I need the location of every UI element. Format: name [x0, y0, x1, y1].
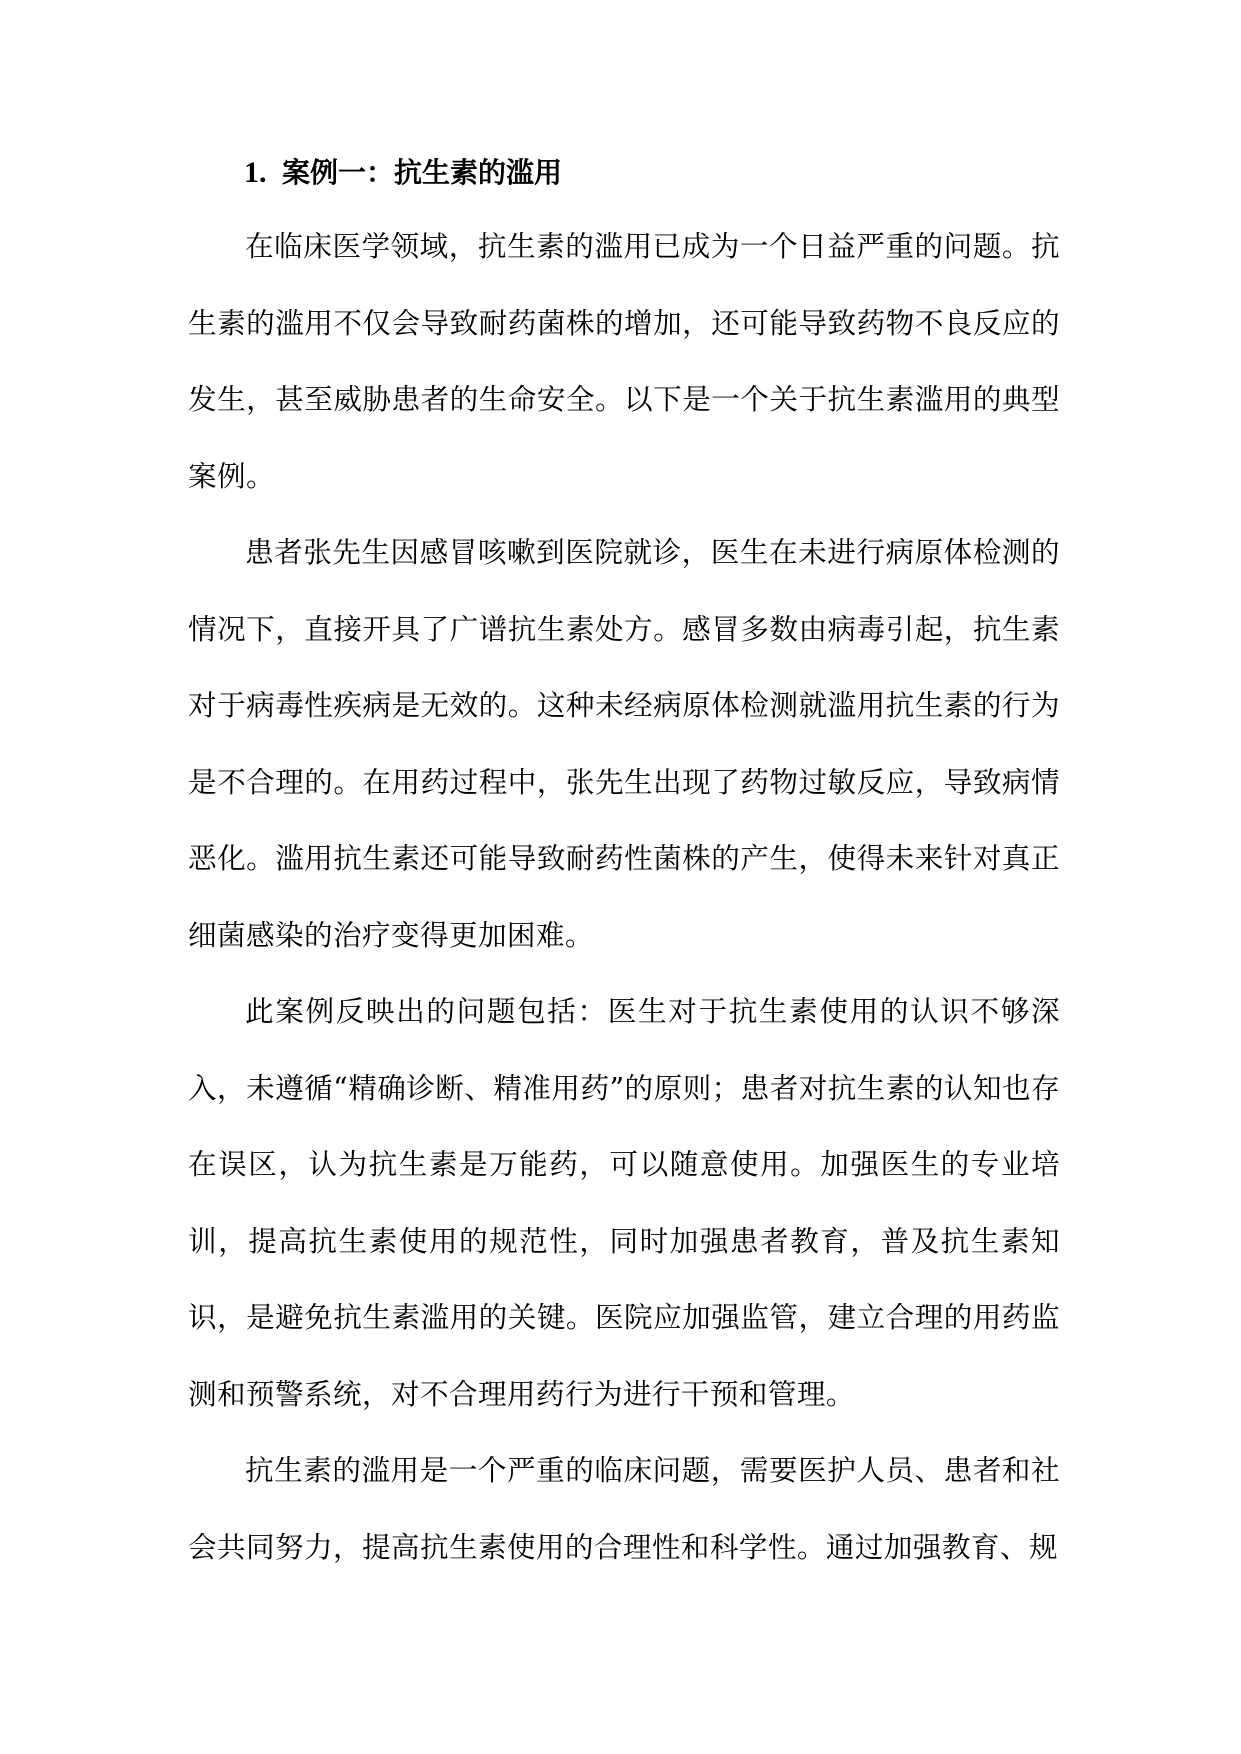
section-title: 案例一：抗生素的滥用 [282, 156, 563, 189]
paragraph-block-4 [188, 1432, 1060, 1585]
paragraph-case-description: 患者张先生因感冒咳嗽到医院就诊，医生在未进行病原体检测的情况下，直接开具了广谱抗生素处方。感冒多数由病毒引起，抗生素对于病毒性疾病是无效的。这种未经病原体检测就滥用抗生素的行为是不合理的。在用药过程中，张先生出现了药物过敏反应，导致病情恶化。滥用抗生素还可能导致耐药性菌株的产生，使得未来针对真正细菌感染的治疗变得更加困难。 [188, 535, 1060, 952]
paragraph-conclusion: 抗生素的滥用是一个严重的临床问题，需要医护人员、患者和社会共同努力，提高抗生素使用的合理性和科学性。通过加强教育、规 [188, 1453, 1060, 1564]
paragraph-problem-analysis: 此案例反映出的问题包括：医生对于抗生素使用的认识不够深入，未遵循“精确诊断、精准用药”的原则；患者对抗生素的认知也存在误区，认为抗生素是万能药，可以随意使用。加强医生的专业培训，提高抗生素使用的规范性，同时加强患者教育，普及抗生素知识，是避免抗生素滥用的关键。医院应加强监管，建立合理的用药监测和预警系统，对不合理用药行为进行干预和管理。 [188, 994, 1060, 1411]
paragraph-block-1 [188, 208, 1060, 514]
paragraph-block-3 [188, 973, 1060, 1432]
section-number: 1. [244, 156, 267, 189]
section-heading [244, 148, 1104, 198]
paragraph-block-2 [188, 514, 1060, 973]
paragraph-intro: 在临床医学领域，抗生素的滥用已成为一个日益严重的问题。抗生素的滥用不仅会导致耐药菌株的增加，还可能导致药物不良反应的发生，甚至威胁患者的生命安全。以下是一个关于抗生素滥用的典型案例。 [188, 229, 1060, 493]
